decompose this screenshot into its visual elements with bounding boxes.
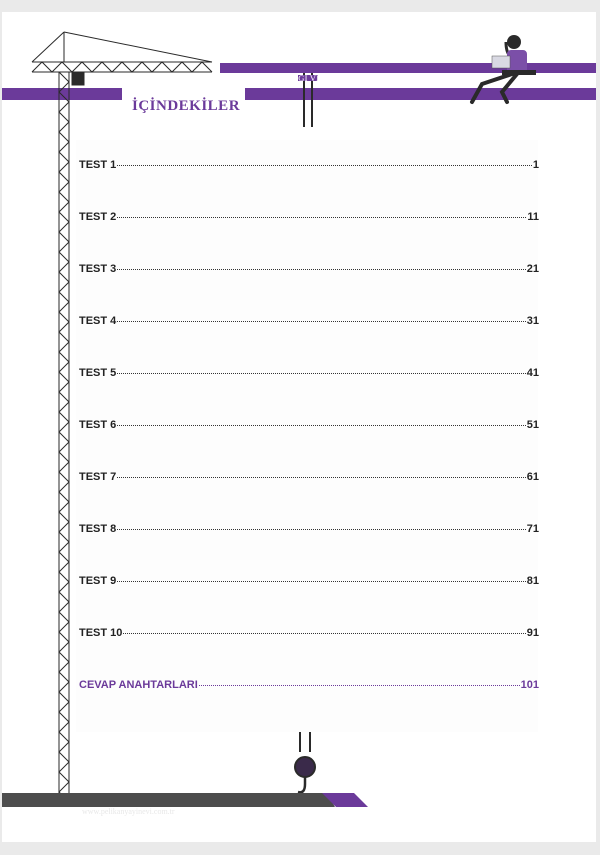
toc-entry-test-6[interactable] bbox=[79, 419, 539, 435]
toc-entry-test-7[interactable] bbox=[79, 471, 539, 487]
toc-label: TEST 2 bbox=[79, 211, 117, 223]
toc-entry-test-8[interactable] bbox=[79, 523, 539, 539]
toc-page-number: 81 bbox=[526, 575, 539, 587]
footer-page-number: iv bbox=[342, 808, 349, 817]
toc-entry-test-1[interactable] bbox=[79, 159, 539, 175]
toc-label: TEST 7 bbox=[79, 471, 117, 483]
toc-leader-dots bbox=[117, 216, 526, 218]
toc-leader-dots bbox=[117, 372, 525, 374]
toc-entry-answer-keys[interactable] bbox=[79, 679, 539, 695]
toc-leader-dots bbox=[117, 164, 532, 166]
toc-page-number: 91 bbox=[526, 627, 539, 639]
toc-page-number: 61 bbox=[526, 471, 539, 483]
toc-label: TEST 3 bbox=[79, 263, 117, 275]
toc-page-number: 11 bbox=[527, 211, 539, 223]
header-right-bar bbox=[245, 88, 596, 100]
toc-label: TEST 5 bbox=[79, 367, 117, 379]
toc-label: TEST 10 bbox=[79, 627, 123, 639]
toc-label: TEST 9 bbox=[79, 575, 117, 587]
toc-label: TEST 8 bbox=[79, 523, 117, 535]
footer-dark-bar bbox=[2, 793, 335, 807]
toc-page-number: 31 bbox=[526, 315, 539, 327]
footer-url: www.pelikanyayinevi.com.tr bbox=[82, 807, 175, 816]
toc-label: TEST 4 bbox=[79, 315, 117, 327]
toc-entry-test-5[interactable] bbox=[79, 367, 539, 383]
document-page bbox=[2, 12, 596, 842]
toc-entry-test-9[interactable] bbox=[79, 575, 539, 591]
toc-leader-dots bbox=[117, 580, 525, 582]
toc-entry-test-2[interactable] bbox=[79, 211, 539, 227]
section-title: İÇİNDEKİLER bbox=[132, 98, 241, 114]
toc-page-number: 21 bbox=[526, 263, 539, 275]
toc-leader-dots bbox=[117, 320, 525, 322]
toc-page-number: 101 bbox=[520, 679, 539, 691]
toc-entry-test-3[interactable] bbox=[79, 263, 539, 279]
toc-page-number: 71 bbox=[526, 523, 539, 535]
toc-label: TEST 6 bbox=[79, 419, 117, 431]
toc-leader-dots bbox=[117, 424, 525, 426]
crane-hook-icon bbox=[295, 724, 315, 792]
toc-page-number: 51 bbox=[526, 419, 539, 431]
toc-leader-dots bbox=[123, 632, 525, 634]
header-top-bar bbox=[220, 63, 596, 73]
toc-panel bbox=[76, 140, 538, 732]
toc-entry-test-10[interactable] bbox=[79, 627, 539, 643]
toc-page-number: 41 bbox=[526, 367, 539, 379]
toc-leader-dots bbox=[199, 684, 520, 686]
toc-leader-dots bbox=[117, 476, 525, 478]
header-left-bar bbox=[2, 88, 122, 100]
toc-page-number: 1 bbox=[532, 159, 539, 171]
toc-label: TEST 1 bbox=[79, 159, 117, 171]
toc-leader-dots bbox=[117, 528, 525, 530]
toc-entry-test-4[interactable] bbox=[79, 315, 539, 331]
toc-leader-dots bbox=[117, 268, 525, 270]
book-title: İŞ SAĞLIĞI VE GÜVENLİĞİ SINAVLARINA HAZIRLIK bbox=[262, 73, 478, 83]
toc-label: CEVAP ANAHTARLARI bbox=[79, 679, 198, 691]
